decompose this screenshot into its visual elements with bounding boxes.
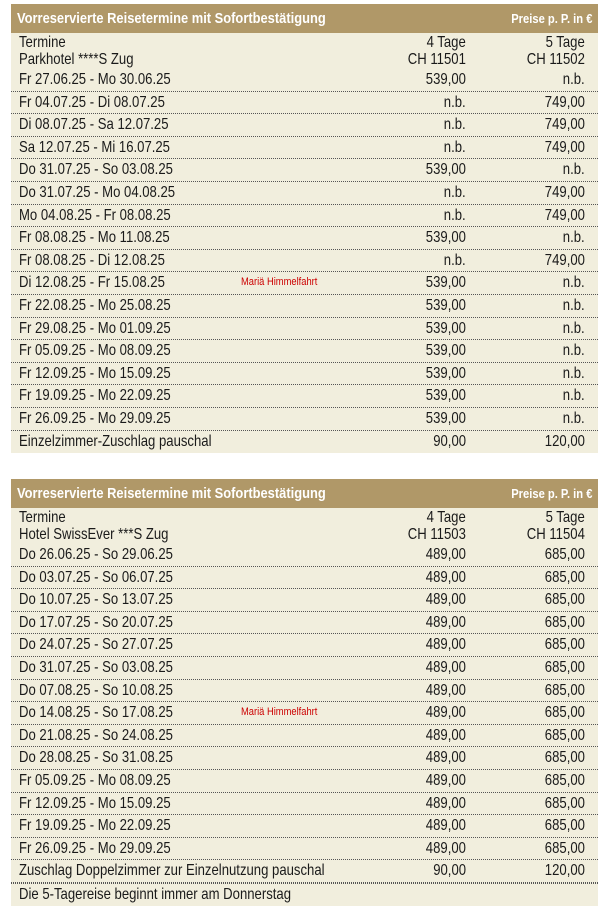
row-date: Fr 27.06.25 - Mo 30.06.25 (19, 71, 171, 88)
price-4-tage: 539,00 (425, 319, 466, 337)
price-5-tage: 749,00 (544, 93, 585, 111)
price-4-tage: 489,00 (425, 704, 466, 722)
price-4-tage: 539,00 (425, 161, 466, 179)
price-4-tage: 539,00 (425, 71, 466, 88)
price-4-tage: 90,00 (433, 432, 466, 450)
table-row (11, 838, 598, 861)
table-row (11, 137, 598, 160)
price-note: Preise p. P. in € (510, 486, 592, 501)
row-date: Fr 12.09.25 - Mo 15.09.25 (19, 794, 171, 812)
table-row (11, 69, 598, 92)
price-4-tage: n.b. (444, 93, 466, 111)
table-row (11, 770, 598, 793)
table-row (11, 114, 598, 137)
price-5-tage: 749,00 (544, 116, 585, 134)
row-date: Do 03.07.25 - So 06.07.25 (19, 568, 173, 586)
price-4-tage: 489,00 (425, 613, 466, 631)
row-date: Fr 08.08.25 - Di 12.08.25 (19, 251, 165, 269)
table-footer (11, 883, 598, 906)
table-rows (11, 544, 598, 883)
table-title-bar (11, 4, 598, 33)
col-a-days: 4 Tage (426, 509, 466, 526)
price-5-tage: 685,00 (544, 839, 585, 857)
price-5-tage: n.b. (563, 161, 585, 179)
price-5-tage: 685,00 (544, 546, 585, 563)
price-note: Preise p. P. in € (510, 11, 592, 26)
price-4-tage: 489,00 (425, 658, 466, 676)
price-4-tage: n.b. (444, 116, 466, 134)
table-title: Vorreservierte Reisetermine mit Sofortbestätigung (17, 10, 326, 27)
price-5-tage: 749,00 (544, 206, 585, 224)
price-4-tage: 489,00 (425, 749, 466, 767)
price-5-tage: n.b. (563, 409, 585, 427)
table-row (11, 227, 598, 250)
table-row (11, 250, 598, 273)
col-b-code: CH 11502 (526, 51, 585, 68)
price-4-tage: 489,00 (425, 546, 466, 563)
table-row (11, 159, 598, 182)
row-date: Einzelzimmer-Zuschlag pauschal (19, 432, 212, 450)
hotel-name: Parkhotel ****S Zug (19, 51, 134, 68)
table-row (11, 205, 598, 228)
price-4-tage: 489,00 (425, 591, 466, 609)
col-b-days: 5 Tage (545, 509, 585, 526)
row-date: Do 26.06.25 - So 29.06.25 (19, 546, 173, 563)
price-5-tage: 685,00 (544, 726, 585, 744)
table-row (11, 431, 598, 454)
table-header (11, 508, 598, 544)
price-4-tage: 489,00 (425, 636, 466, 654)
price-4-tage: 489,00 (425, 771, 466, 789)
price-4-tage: 489,00 (425, 794, 466, 812)
table-row (11, 340, 598, 363)
price-5-tage: 685,00 (544, 749, 585, 767)
price-5-tage: 749,00 (544, 251, 585, 269)
table-row (11, 408, 598, 431)
row-date: Fr 05.09.25 - Mo 08.09.25 (19, 771, 171, 789)
price-4-tage: 539,00 (425, 342, 466, 360)
price-5-tage: n.b. (563, 296, 585, 314)
table-title-bar (11, 479, 598, 508)
table-row (11, 295, 598, 318)
price-5-tage: n.b. (563, 319, 585, 337)
row-date: Do 21.08.25 - So 24.08.25 (19, 726, 173, 744)
row-date: Do 24.07.25 - So 27.07.25 (19, 636, 173, 654)
row-date: Zuschlag Doppelzimmer zur Einzelnutzung pauschal (19, 862, 325, 880)
price-5-tage: n.b. (563, 364, 585, 382)
row-date: Fr 05.09.25 - Mo 08.09.25 (19, 342, 171, 360)
price-5-tage: 685,00 (544, 591, 585, 609)
price-5-tage: 685,00 (544, 817, 585, 835)
price-5-tage: 685,00 (544, 794, 585, 812)
row-date: Do 17.07.25 - So 20.07.25 (19, 613, 173, 631)
row-date: Do 14.08.25 - So 17.08.25 (19, 704, 173, 722)
table-title: Vorreservierte Reisetermine mit Sofortbestätigung (17, 485, 326, 502)
row-date: Fr 19.09.25 - Mo 22.09.25 (19, 387, 171, 405)
price-5-tage: 685,00 (544, 568, 585, 586)
table-row (11, 657, 598, 680)
row-date: Fr 26.09.25 - Mo 29.09.25 (19, 409, 171, 427)
price-4-tage: n.b. (444, 206, 466, 224)
price-5-tage: 685,00 (544, 771, 585, 789)
row-date: Fr 12.09.25 - Mo 15.09.25 (19, 364, 171, 382)
price-5-tage: n.b. (563, 387, 585, 405)
table-row (11, 567, 598, 590)
row-date: Mo 04.08.25 - Fr 08.08.25 (19, 206, 171, 224)
table-row (11, 589, 598, 612)
price-4-tage: n.b. (444, 251, 466, 269)
row-date: Do 31.07.25 - So 03.08.25 (19, 658, 173, 676)
termine-label: Termine (19, 34, 66, 51)
table-row (11, 612, 598, 635)
price-4-tage: n.b. (444, 138, 466, 156)
table-row (11, 272, 598, 295)
table-row (11, 815, 598, 838)
row-date: Fr 29.08.25 - Mo 01.09.25 (19, 319, 171, 337)
price-5-tage: n.b. (563, 71, 585, 88)
termine-label: Termine (19, 509, 66, 526)
price-table-swissever (11, 479, 598, 906)
price-4-tage: 90,00 (433, 862, 466, 880)
price-5-tage: n.b. (563, 229, 585, 247)
table-row (11, 793, 598, 816)
row-date: Do 28.08.25 - So 31.08.25 (19, 749, 173, 767)
price-4-tage: 489,00 (425, 681, 466, 699)
price-4-tage: 539,00 (425, 229, 466, 247)
price-5-tage: 120,00 (544, 432, 585, 450)
price-5-tage: 685,00 (544, 658, 585, 676)
col-a-code: CH 11501 (407, 51, 466, 68)
price-table-parkhotel (11, 4, 598, 453)
price-5-tage: 749,00 (544, 183, 585, 201)
row-date: Sa 12.07.25 - Mi 16.07.25 (19, 138, 170, 156)
price-4-tage: 489,00 (425, 568, 466, 586)
col-a-code: CH 11503 (407, 526, 466, 543)
price-4-tage: 539,00 (425, 364, 466, 382)
row-date: Do 31.07.25 - Mo 04.08.25 (19, 183, 176, 201)
row-date: Fr 08.08.25 - Mo 11.08.25 (19, 229, 170, 247)
price-5-tage: n.b. (563, 342, 585, 360)
hotel-name: Hotel SwissEver ***S Zug (19, 526, 169, 543)
price-4-tage: 539,00 (425, 274, 466, 292)
price-4-tage: 489,00 (425, 839, 466, 857)
table-row (11, 92, 598, 115)
row-date: Do 07.08.25 - So 10.08.25 (19, 681, 173, 699)
row-date: Fr 26.09.25 - Mo 29.09.25 (19, 839, 171, 857)
price-5-tage: 685,00 (544, 613, 585, 631)
row-date: Fr 04.07.25 - Di 08.07.25 (19, 93, 165, 111)
row-date: Do 10.07.25 - So 13.07.25 (19, 591, 173, 609)
table-row (11, 182, 598, 205)
table-header (11, 33, 598, 69)
price-4-tage: 539,00 (425, 387, 466, 405)
table-row (11, 318, 598, 341)
holiday-note: Mariä Himmelfahrt (241, 706, 318, 719)
price-4-tage: n.b. (444, 183, 466, 201)
row-date: Fr 22.08.25 - Mo 25.08.25 (19, 296, 171, 314)
row-date: Di 12.08.25 - Fr 15.08.25 (19, 274, 165, 292)
price-5-tage: 749,00 (544, 138, 585, 156)
table-row (11, 747, 598, 770)
col-b-days: 5 Tage (545, 34, 585, 51)
price-5-tage: 685,00 (544, 636, 585, 654)
row-date: Di 08.07.25 - Sa 12.07.25 (19, 116, 169, 134)
price-5-tage: n.b. (563, 274, 585, 292)
row-date: Do 31.07.25 - So 03.08.25 (19, 161, 173, 179)
holiday-note: Mariä Himmelfahrt (241, 276, 318, 289)
col-b-code: CH 11504 (526, 526, 585, 543)
table-row (11, 702, 598, 725)
col-a-days: 4 Tage (426, 34, 466, 51)
price-4-tage: 489,00 (425, 726, 466, 744)
table-row (11, 680, 598, 703)
price-5-tage: 120,00 (544, 862, 585, 880)
table-row (11, 363, 598, 386)
footer-note: Die 5-Tagereise beginnt immer am Donnerstag (19, 885, 292, 903)
table-rows (11, 69, 598, 453)
table-row (11, 725, 598, 748)
price-4-tage: 489,00 (425, 817, 466, 835)
table-row (11, 544, 598, 567)
price-4-tage: 539,00 (425, 409, 466, 427)
price-5-tage: 685,00 (544, 704, 585, 722)
price-4-tage: 539,00 (425, 296, 466, 314)
price-5-tage: 685,00 (544, 681, 585, 699)
row-date: Fr 19.09.25 - Mo 22.09.25 (19, 817, 171, 835)
table-row (11, 385, 598, 408)
table-row (11, 860, 598, 883)
table-row (11, 634, 598, 657)
